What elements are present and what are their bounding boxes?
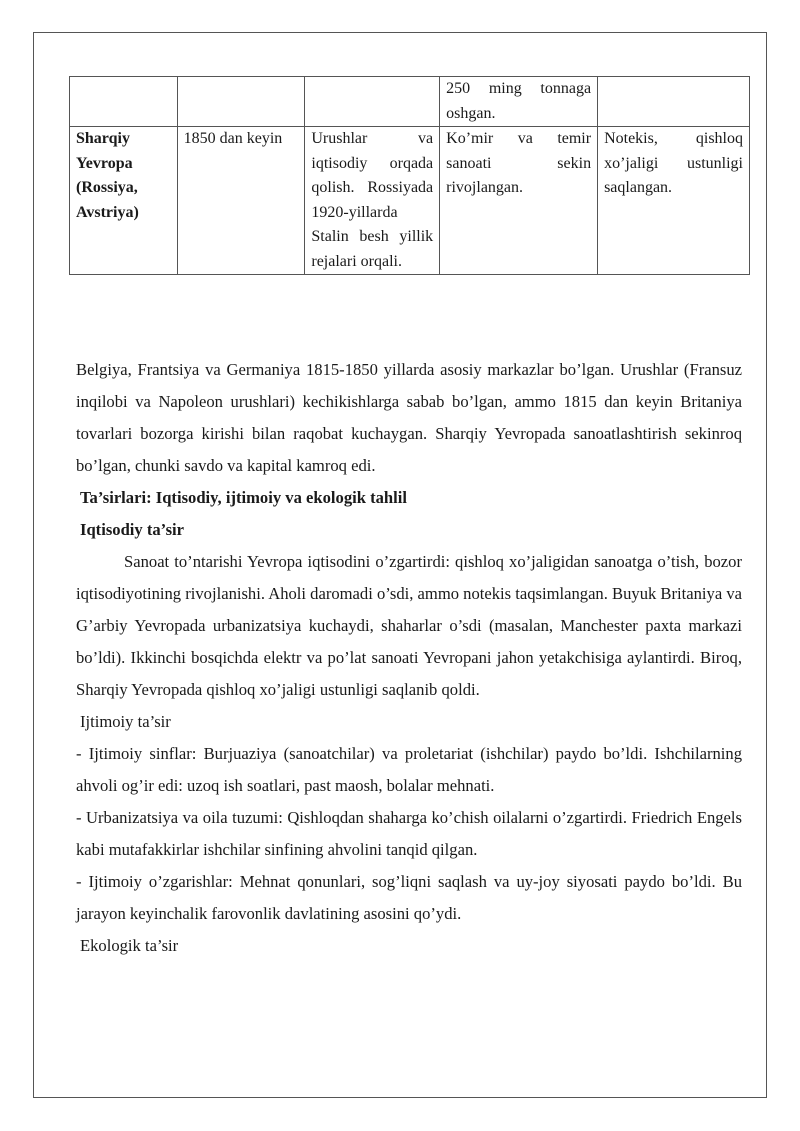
table-cell-reasons: Urushlar va iqtisodiy orqada qolish. Rossiyada 1920-yillarda Stalin besh yillik rejalari orqali.	[305, 127, 440, 275]
paragraph: Belgiya, Frantsiya va Germaniya 1815-1850 yillarda asosiy markazlar bo’lgan. Urushlar (Fransuz inqilobi va Napoleon urushlari) kechikishlarga sabab bo’lgan, ammo 1815 dan keyin Britaniya tovarlari bozorga kirishi bilan raqobat kuchaygan. Sharqiy Yevropada sanoatlashtirish sekinroq bo’lgan, chunki savdo va kapital kamroq edi.	[76, 360, 742, 475]
table-cell-industry: Ko’mir va temir sanoati sekin rivojlangan.	[440, 127, 598, 275]
table-cell-period: 1850 dan keyin	[177, 127, 305, 275]
history-table	[69, 76, 750, 275]
section-heading: Ta’sirlari: Iqtisodiy, ijtimoiy va ekologik tahlil	[80, 488, 407, 507]
table-cell	[305, 77, 440, 127]
list-item: - Urbanizatsiya va oila tuzumi: Qishloqdan shaharga ko’chish oilalarni o’zgartirdi. Friedrich Engels kabi mutafakkirlar ishchilar sinfining ahvolini tanqid qilgan.	[76, 808, 742, 859]
list-item: - Ijtimoiy o’zgarishlar: Mehnat qonunlari, sog’liqni saqlash va uy-joy siyosati paydo bo’ldi. Bu jarayon keyinchalik farovonlik davlatining asosini qo’ydi.	[76, 872, 742, 923]
table-cell-region: Sharqiy Yevropa (Rossiya, Avstriya)	[70, 127, 178, 275]
subsection-heading: Ekologik ta’sir	[80, 936, 179, 955]
table-cell: 250 ming tonnaga oshgan.	[440, 77, 598, 127]
list-item: - Ijtimoiy sinflar: Burjuaziya (sanoatchilar) va proletariat (ishchilar) paydo bo’ldi. Ishchilarning ahvoli og’ir edi: uzoq ish soatlari, past maosh, bolalar mehnati.	[76, 744, 742, 795]
document-body	[76, 354, 742, 962]
subsection-heading: Ijtimoiy ta’sir	[80, 712, 171, 731]
table-cell	[70, 77, 178, 127]
table-row	[70, 77, 750, 127]
table-row	[70, 127, 750, 275]
table-cell	[177, 77, 305, 127]
table-cell	[598, 77, 750, 127]
subsection-heading: Iqtisodiy ta’sir	[80, 520, 185, 539]
paragraph: Sanoat to’ntarishi Yevropa iqtisodini o’zgartirdi: qishloq xo’jaligidan sanoatga o’tish, bozor iqtisodiyotining rivojlanishi. Aholi daromadi o’sdi, ammo notekis taqsimlangan. Buyuk Britaniya va G’arbiy Yevropada urbanizatsiya kuchaydi, shaharlar o’sdi (masalan, Manchester paxta markazi bo’ldi). Ikkinchi bosqichda elektr va po’lat sanoati Yevropani jahon yetakchisiga aylantirdi. Biroq, Sharqiy Yevropada qishloq xo’jaligi ustunligi saqlanib qoldi.	[76, 552, 742, 699]
table-cell-result: Notekis, qishloq xo’jaligi ustunligi saqlangan.	[598, 127, 750, 275]
